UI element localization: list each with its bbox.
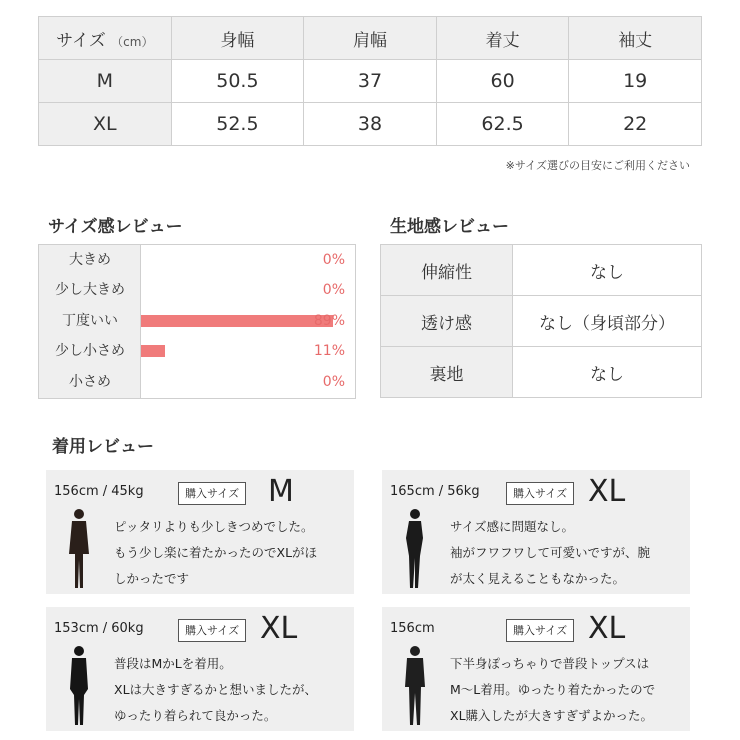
fit-row	[39, 336, 355, 366]
review-line: 下半身ぽっちゃりで普段トップスは	[450, 656, 650, 671]
size-table-header-row	[39, 17, 702, 60]
woman-silhouette-icon	[402, 508, 428, 590]
column-header-length: 着丈	[436, 17, 569, 60]
review-line: XL購入したが大きすぎずよかった。	[450, 708, 654, 723]
review-comment	[114, 651, 350, 729]
fabric-review-title: 生地感レビュー	[390, 217, 509, 237]
purchase-size-badge: 購入サイズ	[178, 482, 246, 505]
review-comment	[450, 651, 686, 729]
fabric-row	[381, 347, 702, 398]
row-size-label: XL	[39, 103, 172, 146]
reviewer-stats: 156cm	[390, 621, 435, 636]
purchased-size: M	[268, 474, 294, 509]
table-cell: 52.5	[171, 103, 304, 146]
purchased-size: XL	[588, 474, 626, 509]
table-cell: 50.5	[171, 60, 304, 103]
fit-percent: 0%	[322, 282, 345, 298]
review-comment	[114, 514, 350, 592]
review-line: が太く見えることもなかった。	[450, 571, 626, 586]
column-header-shoulder: 肩幅	[304, 17, 437, 60]
fit-percent: 0%	[322, 374, 345, 390]
fabric-value: なし	[513, 245, 702, 296]
reviewer-stats: 165cm / 56kg	[390, 484, 480, 499]
purchase-size-badge: 購入サイズ	[506, 482, 574, 505]
fit-percent: 89%	[313, 313, 345, 329]
review-card	[46, 607, 354, 731]
review-card	[46, 470, 354, 594]
size-table-row	[39, 60, 702, 103]
review-line: もう少し楽に着たかったのでXLがほ	[114, 545, 318, 560]
table-cell: 22	[569, 103, 702, 146]
column-header-width: 身幅	[171, 17, 304, 60]
fabric-value: なし	[513, 347, 702, 398]
wear-review-title: 着用レビュー	[52, 437, 154, 457]
fabric-label: 透け感	[381, 296, 513, 347]
review-line: M〜L着用。ゆったり着たかったので	[450, 682, 656, 697]
fit-label: 小さめ	[69, 374, 111, 390]
fabric-label: 伸縮性	[381, 245, 513, 296]
review-line: XLは大きすぎるかと想いましたが、	[114, 682, 318, 697]
woman-silhouette-icon	[402, 645, 428, 727]
fit-label: 大きめ	[69, 252, 111, 268]
fit-label: 少し大きめ	[55, 282, 125, 298]
table-cell: 37	[304, 60, 437, 103]
review-card	[382, 470, 690, 594]
fabric-row	[381, 245, 702, 296]
fit-percent: 0%	[322, 252, 345, 268]
fabric-value: なし（身頃部分）	[513, 296, 702, 347]
fit-row	[39, 245, 355, 275]
review-line: サイズ感に問題なし。	[450, 519, 575, 534]
size-note: ※サイズ選びの目安にご利用ください	[505, 159, 690, 172]
fit-percent: 11%	[313, 343, 345, 359]
review-line: しかったです	[114, 571, 190, 586]
fit-bar	[141, 345, 165, 357]
purchased-size: XL	[260, 611, 298, 646]
reviewer-stats: 156cm / 45kg	[54, 484, 144, 499]
purchase-size-badge: 購入サイズ	[178, 619, 246, 642]
review-card	[382, 607, 690, 731]
size-table-row	[39, 103, 702, 146]
fabric-review-table	[380, 244, 702, 398]
table-cell: 62.5	[436, 103, 569, 146]
review-line: 普段はMかLを着用。	[114, 656, 232, 671]
table-cell: 38	[304, 103, 437, 146]
review-line: ゆったり着られて良かった。	[114, 708, 277, 723]
purchased-size: XL	[588, 611, 626, 646]
purchase-size-badge: 購入サイズ	[506, 619, 574, 642]
size-table	[38, 16, 702, 146]
review-comment	[450, 514, 686, 592]
review-line: 袖がフワフワして可愛いですが、腕	[450, 545, 651, 560]
fabric-row	[381, 296, 702, 347]
review-line: ピッタリよりも少しきつめでした。	[114, 519, 314, 534]
fit-label: 少し小さめ	[55, 343, 125, 359]
column-header-sleeve: 袖丈	[569, 17, 702, 60]
size-table-corner	[39, 17, 172, 60]
reviewer-stats: 153cm / 60kg	[54, 621, 144, 636]
size-unit-label: （cm）	[111, 34, 154, 49]
fit-label: 丁度いい	[62, 313, 118, 329]
table-cell: 19	[569, 60, 702, 103]
fit-bar	[141, 315, 333, 327]
table-cell: 60	[436, 60, 569, 103]
fit-review-chart	[38, 244, 356, 399]
fit-row	[39, 367, 355, 397]
size-header-label: サイズ	[56, 30, 106, 51]
fit-review-title: サイズ感レビュー	[48, 217, 183, 237]
woman-silhouette-icon	[66, 645, 92, 727]
fit-row	[39, 275, 355, 305]
fit-row	[39, 306, 355, 336]
row-size-label: M	[39, 60, 172, 103]
woman-silhouette-icon	[66, 508, 92, 590]
fabric-label: 裏地	[381, 347, 513, 398]
